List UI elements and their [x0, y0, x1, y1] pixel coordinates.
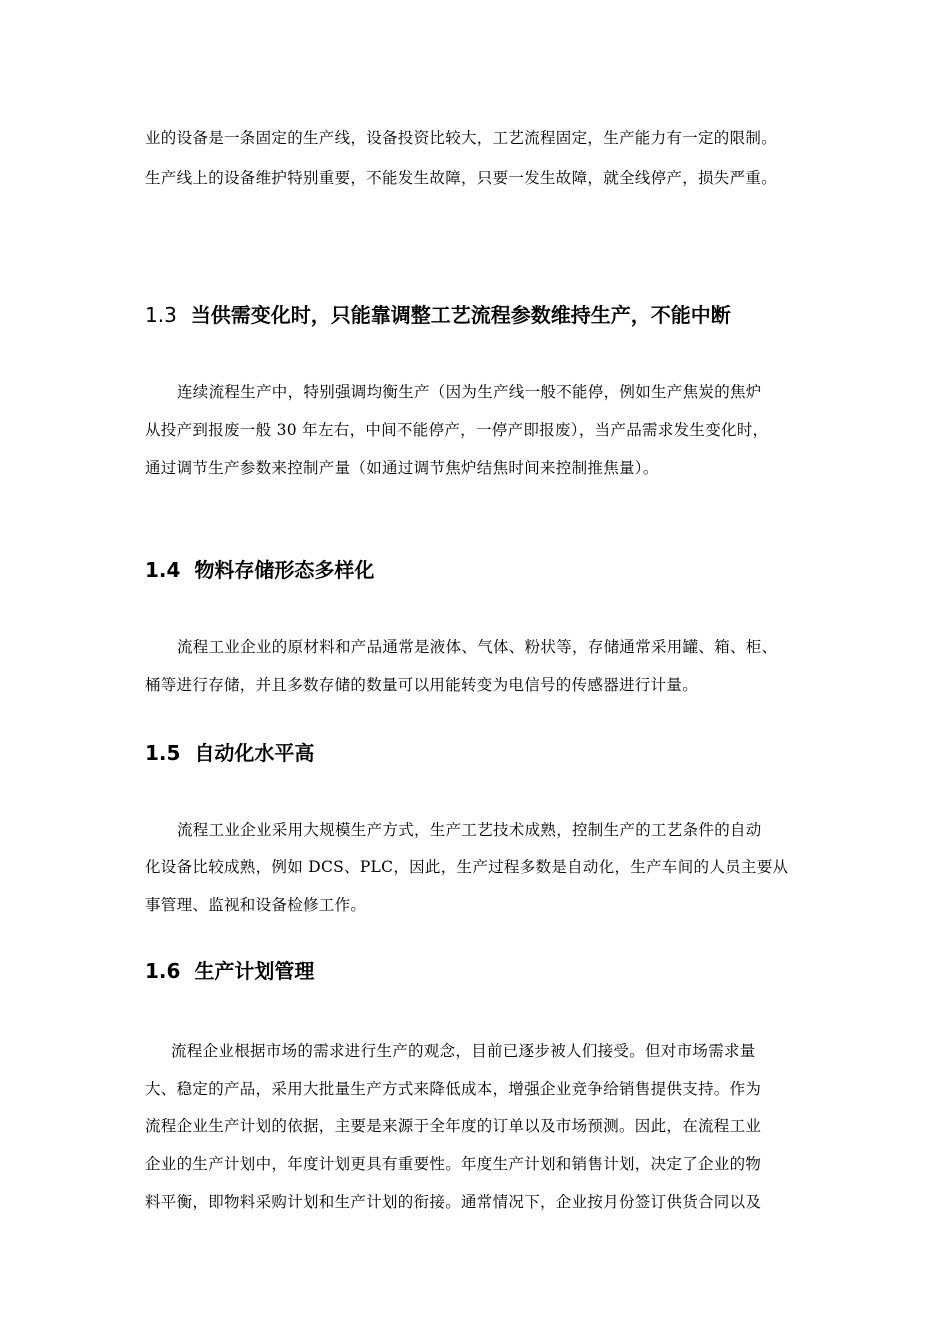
paragraph-line: 流程企业根据市场的需求进行生产的观念，目前已逐步被人们接受。但对市场需求量 — [171, 1042, 756, 1060]
section-title: 自动化水平高 — [194, 741, 315, 765]
paragraph-line: 生产线上的设备维护特别重要，不能发生故障，只要一发生故障，就全线停产，损失严重。 — [145, 169, 778, 187]
paragraph-line: 大、稳定的产品，采用大批量生产方式来降低成本，增强企业竞争给销售提供支持。作为 — [145, 1080, 762, 1098]
section-heading-1-6 — [145, 958, 314, 984]
section-number: 1.3 — [145, 303, 177, 327]
section-heading-1-4 — [145, 557, 374, 583]
section-title: 物料存储形态多样化 — [194, 558, 375, 582]
paragraph-line: 流程企业生产计划的依据，主要是来源于全年度的订单以及市场预测。因此，在流程工业 — [145, 1117, 762, 1135]
section-number: 1.4 — [145, 558, 181, 582]
paragraph-line: 流程工业企业的原材料和产品通常是液体、气体、粉状等，存储通常采用罐、箱、柜、 — [177, 638, 778, 656]
paragraph-line: 从投产到报废一般 30 年左右，中间不能停产，一停产即报废），当产品需求发生变化时， — [145, 421, 769, 439]
paragraph-line: 企业的生产计划中，年度计划更具有重要性。年度生产计划和销售计划，决定了企业的物 — [145, 1155, 762, 1173]
paragraph-line: 通过调节生产参数来控制产量（如通过调节焦炉结焦时间来控制推焦量）。 — [145, 459, 659, 477]
section-number: 1.5 — [145, 741, 181, 765]
section-title: 当供需变化时，只能靠调整工艺流程参数维持生产，不能中断 — [190, 303, 731, 327]
section-title: 生产计划管理 — [194, 959, 315, 983]
paragraph-line: 业的设备是一条固定的生产线，设备投资比较大，工艺流程固定，生产能力有一定的限制。 — [145, 129, 778, 147]
section-heading-1-3 — [145, 302, 731, 328]
section-heading-1-5 — [145, 740, 314, 766]
paragraph-line: 流程工业企业采用大规模生产方式，生产工艺技术成熟，控制生产的工艺条件的自动 — [177, 821, 762, 839]
paragraph-line: 料平衡，即物料采购计划和生产计划的衔接。通常情况下，企业按月份签订供货合同以及 — [145, 1193, 762, 1211]
section-number: 1.6 — [145, 959, 181, 983]
paragraph-line: 事管理、监视和设备检修工作。 — [145, 896, 367, 914]
paragraph-line: 桶等进行存储，并且多数存储的数量可以用能转变为电信号的传感器进行计量。 — [145, 676, 699, 694]
paragraph-line: 化设备比较成熟，例如 DCS、PLC，因此，生产过程多数是自动化，生产车间的人员主要从 — [145, 858, 789, 876]
paragraph-line: 连续流程生产中，特别强调均衡生产（因为生产线一般不能停，例如生产焦炭的焦炉 — [177, 383, 762, 401]
